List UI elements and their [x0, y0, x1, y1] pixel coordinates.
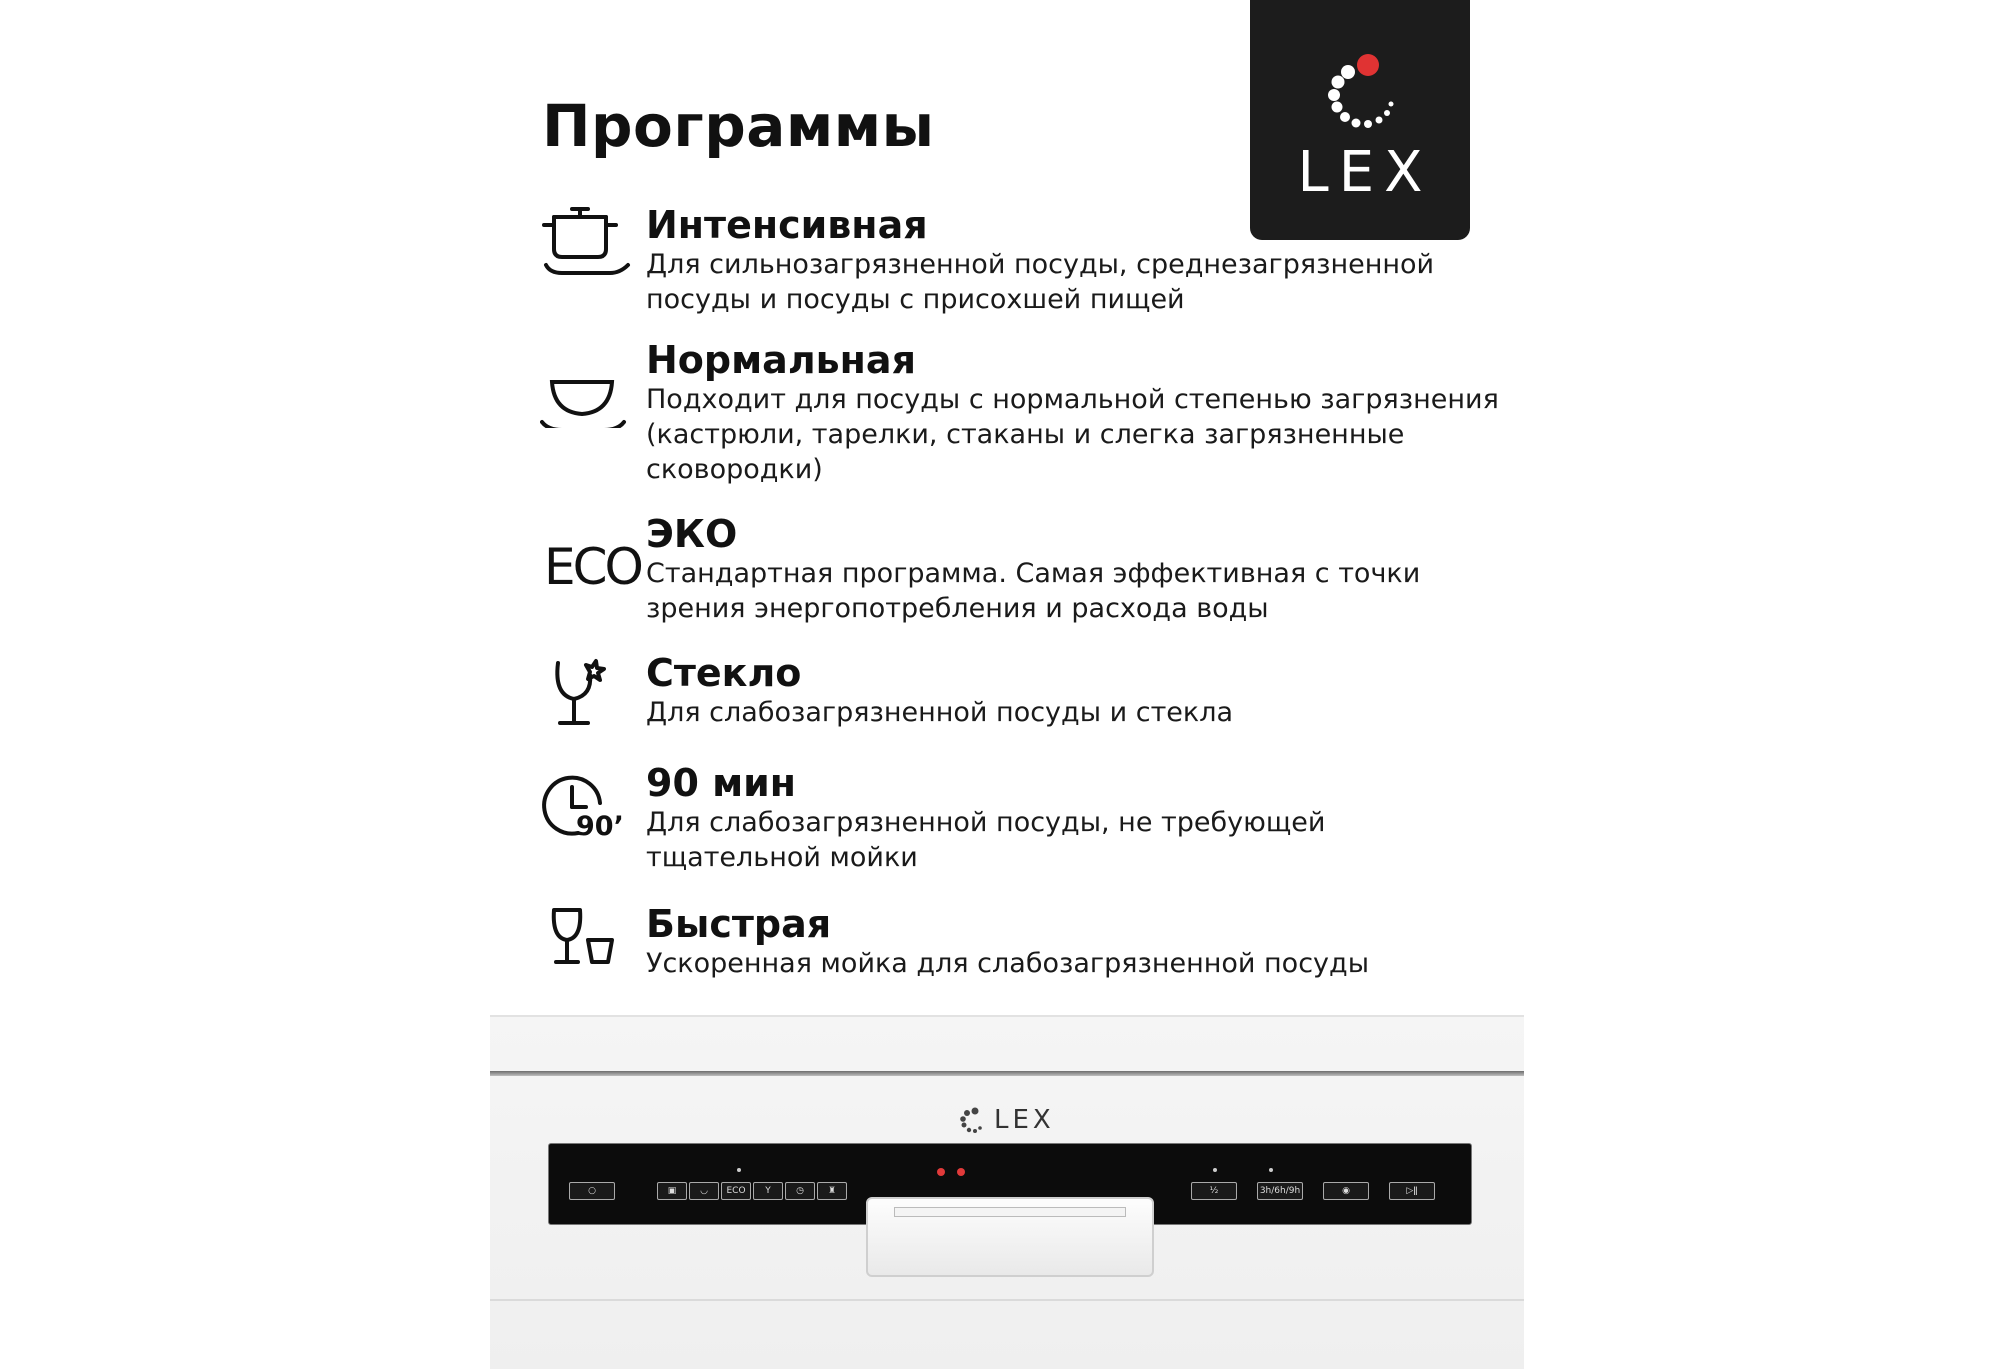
- bowl-on-plate-icon: [540, 338, 640, 428]
- indicator-light: [957, 1168, 965, 1176]
- program-90-button[interactable]: ◷: [785, 1182, 815, 1200]
- program-description: Подходит для посуды с нормальной степенью загрязнения (кастрюли, тарелки, стаканы и слегка загрязненные сковородки): [646, 384, 1499, 485]
- handle-recess: [894, 1207, 1126, 1217]
- power-button[interactable]: ○: [569, 1182, 615, 1200]
- program-name: ЭКО: [646, 512, 738, 556]
- glass-and-cup-icon: [540, 902, 640, 992]
- indicator-light: [937, 1168, 945, 1176]
- function-button[interactable]: ◉: [1323, 1182, 1369, 1200]
- program-name: Быстрая: [646, 902, 832, 946]
- program-eco-button[interactable]: ECO: [721, 1182, 751, 1200]
- program-name: 90 мин: [646, 761, 797, 805]
- clock-90-icon: 90’: [540, 761, 640, 851]
- program-description: Для слабозагрязненной посуды и стекла: [646, 697, 1234, 728]
- program-normal-button[interactable]: ◡: [689, 1182, 719, 1200]
- start-pause-button[interactable]: ▷ǁ: [1389, 1182, 1435, 1200]
- dishwasher-image: [490, 1015, 1524, 1369]
- page-title: Программы: [542, 92, 935, 160]
- eco-text-icon: ECO: [544, 538, 641, 596]
- top-trim: [490, 1071, 1524, 1076]
- program-description: Ускоренная мойка для слабозагрязненной посуды: [646, 948, 1370, 979]
- pot-on-plate-icon: [540, 203, 640, 293]
- program-name: Интенсивная: [646, 203, 928, 247]
- program-description: Стандартная программа. Самая эффективная с точки зрения энергопотребления и расхода воды: [646, 558, 1421, 624]
- sparkling-glass-icon: [540, 651, 640, 741]
- program-glass-button[interactable]: Y: [753, 1182, 783, 1200]
- program-name: Нормальная: [646, 338, 916, 382]
- delay-start-button[interactable]: 3h/6h/9h: [1257, 1182, 1303, 1200]
- appliance-brand-logo: LEX: [958, 1103, 1055, 1137]
- brand-name: LEX: [1297, 140, 1433, 205]
- half-load-button[interactable]: ½: [1191, 1182, 1237, 1200]
- program-description: Для сильнозагрязненной посуды, среднезагрязненной посуды и посуды с присохшей пищей: [646, 249, 1435, 315]
- door-handle[interactable]: [866, 1197, 1154, 1277]
- program-description: Для слабозагрязненной посуды, не требующей тщательной мойки: [646, 807, 1326, 873]
- program-name: Стекло: [646, 651, 802, 695]
- brand-swirl-icon: [958, 1106, 986, 1134]
- program-quick-button[interactable]: ♜: [817, 1182, 847, 1200]
- door-seam: [490, 1299, 1524, 1301]
- brand-logo: [1250, 0, 1470, 240]
- program-intensive-button[interactable]: ▣: [657, 1182, 687, 1200]
